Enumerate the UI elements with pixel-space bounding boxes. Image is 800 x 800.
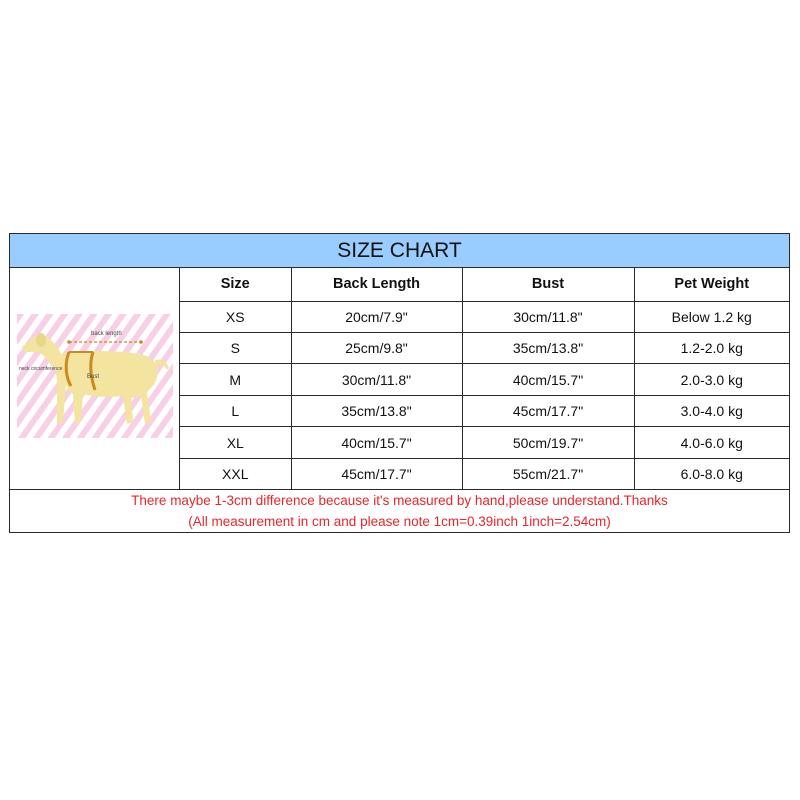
header-pet-weight: Pet Weight xyxy=(634,268,789,301)
cell-size: L xyxy=(180,395,291,426)
table-row xyxy=(180,395,789,426)
table-row xyxy=(180,364,789,395)
cell-bust: 30cm/11.8" xyxy=(462,301,634,332)
table-row xyxy=(180,332,789,363)
bust-label: Bust xyxy=(87,374,100,380)
size-table xyxy=(180,268,789,489)
measurement-notes xyxy=(10,489,789,532)
dog-measurement-illustration xyxy=(17,314,173,438)
table-row xyxy=(180,301,789,332)
cell-pet-weight: 6.0-8.0 kg xyxy=(634,458,789,489)
header-back-length: Back Length xyxy=(291,268,462,301)
note-difference: There maybe 1-3cm difference because it's measured by hand,please understand.Thanks xyxy=(131,493,668,508)
dog-illustration-cell xyxy=(10,268,180,489)
cell-bust: 40cm/15.7" xyxy=(462,364,634,395)
neck-label: neck circumference xyxy=(19,366,63,372)
cell-size: XXL xyxy=(180,458,291,489)
cell-back-length: 20cm/7.9" xyxy=(291,301,462,332)
header-size: Size xyxy=(180,268,291,301)
table-row xyxy=(180,458,789,489)
cell-size: S xyxy=(180,332,291,363)
cell-back-length: 40cm/15.7" xyxy=(291,427,462,458)
cell-back-length: 45cm/17.7" xyxy=(291,458,462,489)
cell-pet-weight: 4.0-6.0 kg xyxy=(634,427,789,458)
cell-pet-weight: 3.0-4.0 kg xyxy=(634,395,789,426)
cell-size: M xyxy=(180,364,291,395)
cell-bust: 50cm/19.7" xyxy=(462,427,634,458)
back-length-label: back length xyxy=(91,331,122,337)
table-header-row xyxy=(180,268,789,301)
cell-pet-weight: 2.0-3.0 kg xyxy=(634,364,789,395)
cell-pet-weight: Below 1.2 kg xyxy=(634,301,789,332)
cell-bust: 55cm/21.7" xyxy=(462,458,634,489)
cell-back-length: 35cm/13.8" xyxy=(291,395,462,426)
cell-back-length: 30cm/11.8" xyxy=(291,364,462,395)
cell-size: XL xyxy=(180,427,291,458)
table-row xyxy=(180,427,789,458)
note-conversion: (All measurement in cm and please note 1cm=0.39inch 1inch=2.54cm) xyxy=(188,514,611,529)
cell-bust: 35cm/13.8" xyxy=(462,332,634,363)
cell-bust: 45cm/17.7" xyxy=(462,395,634,426)
cell-back-length: 25cm/9.8" xyxy=(291,332,462,363)
header-bust: Bust xyxy=(462,268,634,301)
cell-pet-weight: 1.2-2.0 kg xyxy=(634,332,789,363)
cell-size: XS xyxy=(180,301,291,332)
size-chart xyxy=(9,233,790,533)
chart-title: SIZE CHART xyxy=(10,234,789,268)
